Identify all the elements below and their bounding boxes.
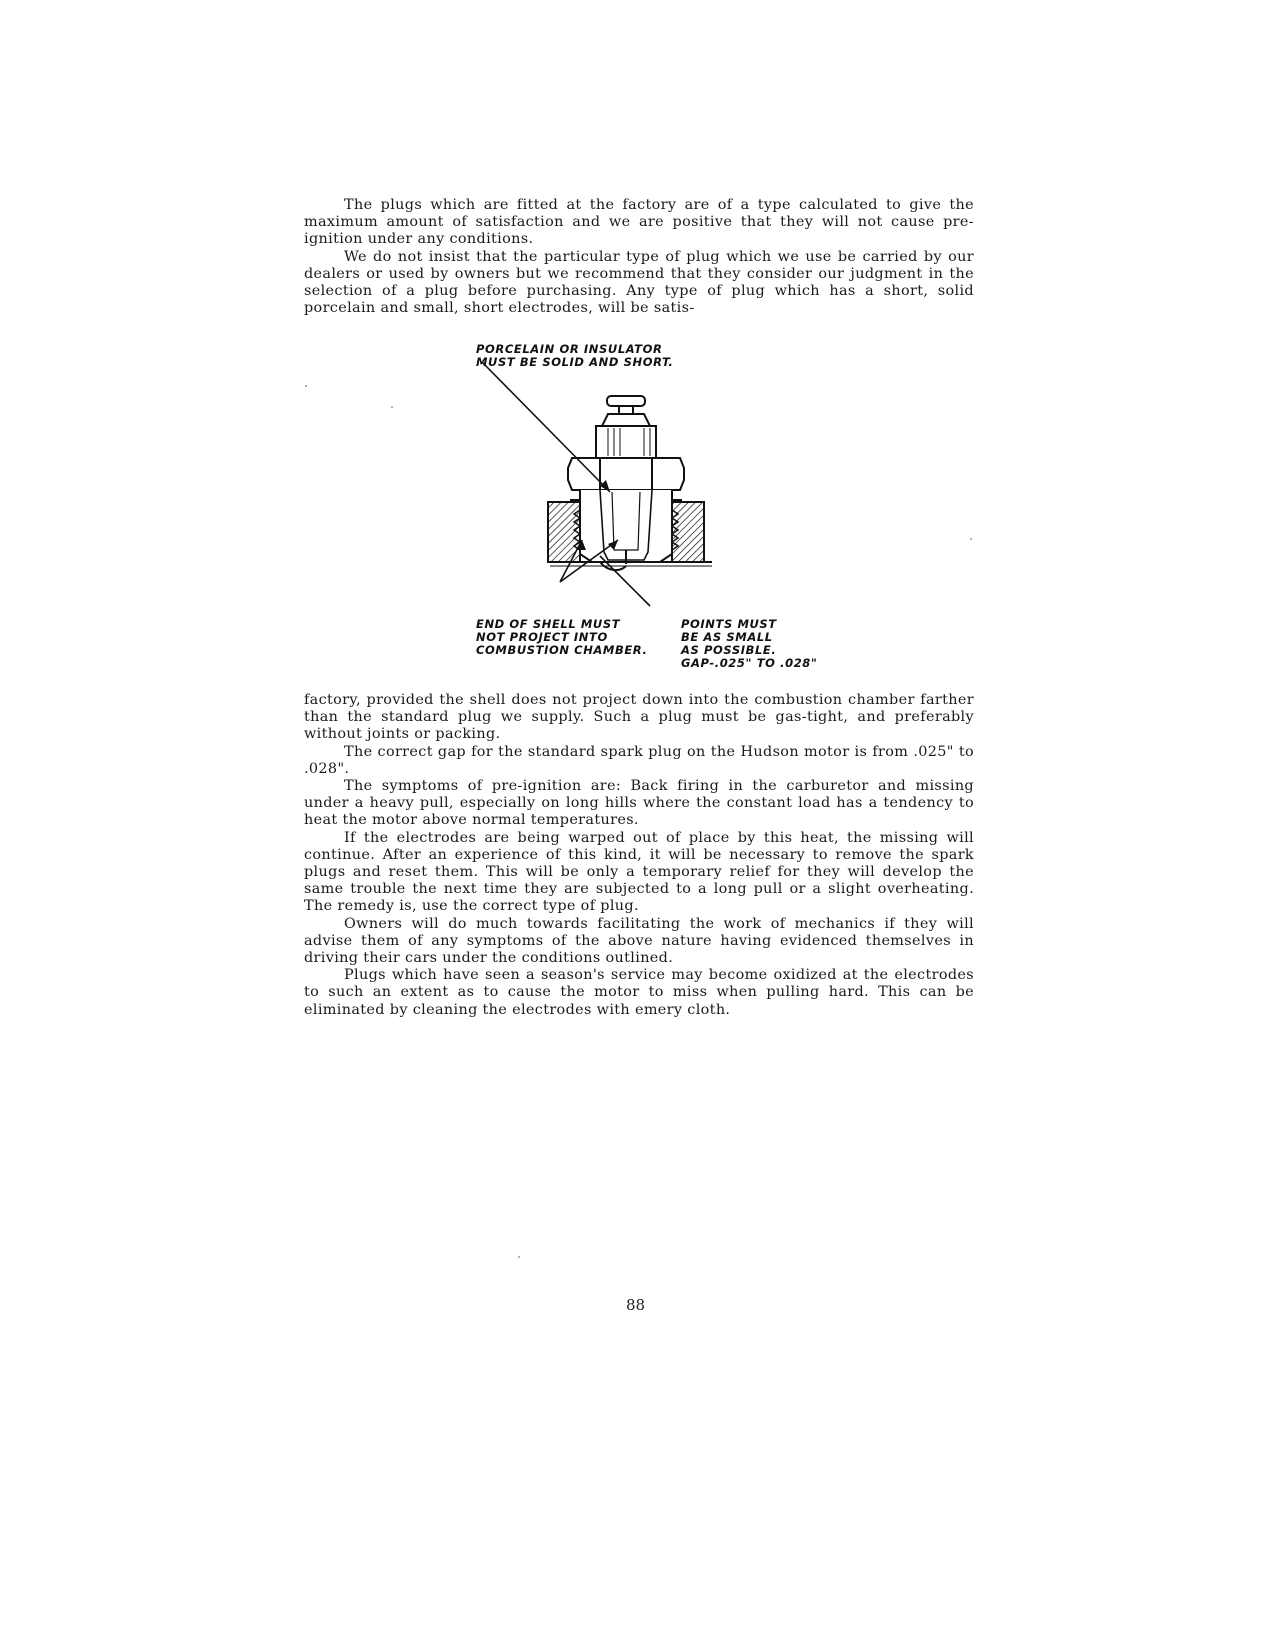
paragraph: If the electrodes are being warped out of place by this heat, the missing will continue. After an experience of this kind, it will be necessary to remove the spark plugs and reset them. This will be only a temporary relief for they will develop the same trouble the next time they are subjected to a long pull or a slight overheating. The remedy is, use the correct type of plug. [304,829,974,915]
label-line: AS POSSIBLE. [681,643,777,657]
label-line: POINTS MUST [681,617,777,631]
scan-speck [391,406,393,408]
label-line: COMBUSTION CHAMBER. [476,643,648,657]
label-line: END OF SHELL MUST [476,617,621,631]
paragraph: Owners will do much towards facilitating the work of mechanics if they will advise them of any symptoms of the above nature having evidenced themselves in driving their cars under the conditions outlined. [304,915,974,967]
paragraph: The symptoms of pre-ignition are: Back firing in the carburetor and missing under a heavy pull, especially on long hills where the constant load has a tendency to heat the motor above normal temperatures. [304,778,974,829]
label-line: GAP-.025" TO .028" [681,656,818,670]
paragraph: The correct gap for the standard spark plug on the Hudson motor is from .025" to .028". [304,743,974,777]
paragraph: The plugs which are fitted at the factory are of a type calculated to give the maximum amount of satisfaction and we are positive that they will not cause pre-ignition under any conditions. [304,197,974,248]
figure-label-shell [476,618,647,657]
scan-speck [305,385,307,387]
label-line: NOT PROJECT INTO [476,630,608,644]
label-line: MUST BE SOLID AND SHORT. [476,355,674,369]
paragraph: Plugs which have seen a season's service may become oxidized at the electrodes to such an extent as to cause the motor to miss when pulling hard. This can be eliminated by cleaning the electrodes with emery cloth. [304,967,974,1018]
scan-speck [518,1256,520,1258]
page-number: 88 [626,1296,646,1314]
paragraph: factory, provided the shell does not project down into the combustion chamber farther than the standard plug we supply. Such a plug must be gas-tight, and preferably without joints or packing. [304,692,974,743]
scan-speck [970,538,972,540]
text-block-top [304,197,974,317]
label-line: PORCELAIN OR INSULATOR [476,342,663,356]
paragraph: We do not insist that the particular type of plug which we use be carried by our dealers or used by owners but we recommend that they consider our judgment in the selection of a plug before purchasing. Any type of plug which has a short, solid porcelain and small, short electrodes, will be satis- [304,248,974,317]
figure-label-points [681,618,818,670]
text-block-bottom [304,692,974,1019]
spark-plug-drawing [482,362,712,606]
label-line: BE AS SMALL [681,630,773,644]
